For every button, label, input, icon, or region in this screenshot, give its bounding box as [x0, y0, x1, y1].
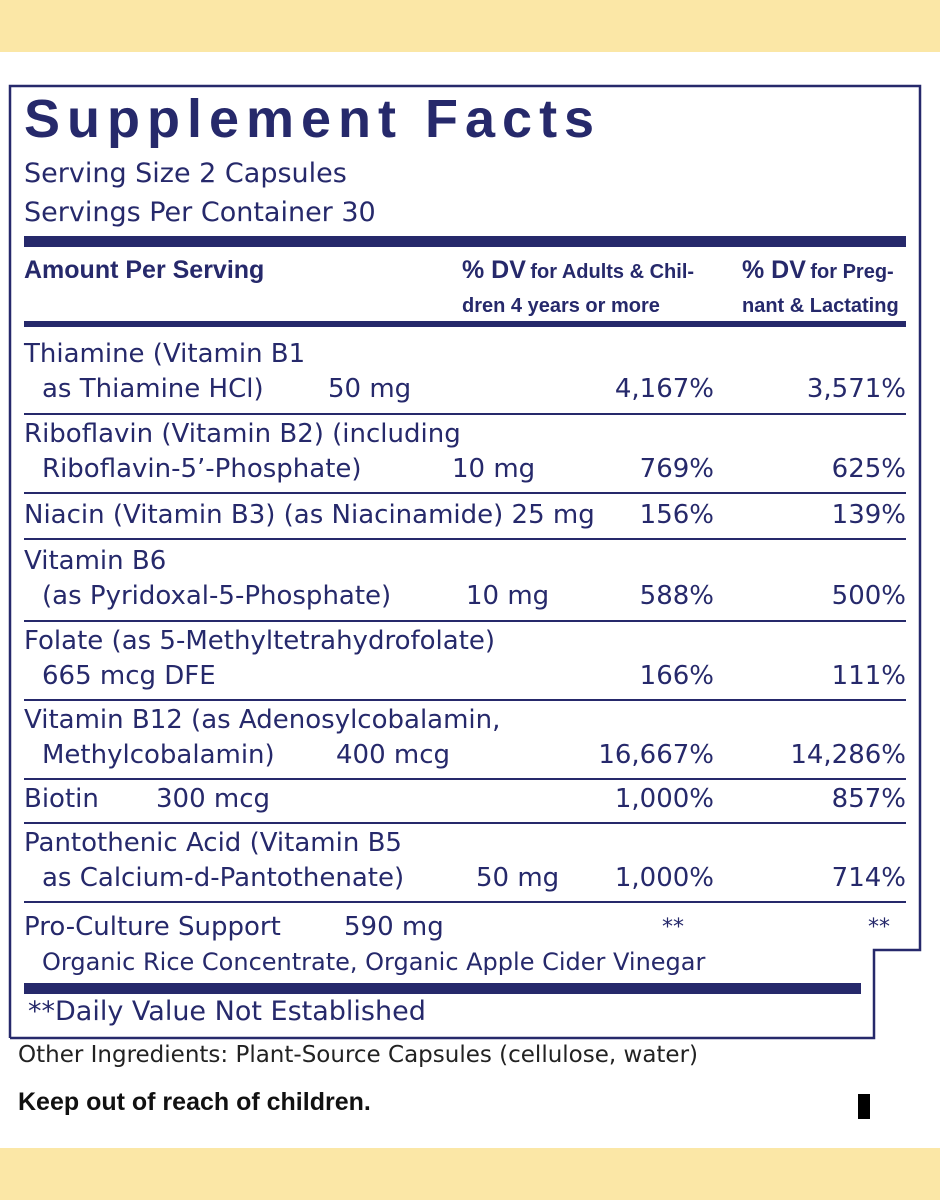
dv-adults-value: 16,667%	[598, 740, 714, 770]
row-divider	[24, 620, 906, 622]
dv-label: % DV	[742, 256, 806, 284]
row-divider	[24, 413, 906, 415]
nutrient-amount: 400 mcg	[336, 740, 451, 770]
amount-header-label: Amount Per Serving	[24, 256, 265, 284]
dv-pregnant-value: 14,286%	[790, 740, 906, 770]
nutrient-source: as Calcium-d-Pantothenate)	[42, 863, 405, 893]
row-divider	[24, 699, 906, 701]
dv-pregnant-header	[742, 254, 899, 322]
dv-adults-value: 588%	[639, 581, 714, 611]
nutrient-amount: 300 mcg	[156, 784, 271, 814]
dv-adults-value: 769%	[639, 454, 714, 484]
dv-pregnant-value: 500%	[831, 581, 906, 611]
row-divider	[24, 538, 906, 540]
dv-pregnant-value: 111%	[831, 661, 906, 691]
dv-adults-value: **	[662, 915, 684, 940]
bottom-color-band	[0, 1148, 940, 1200]
nutrient-name: Niacin (Vitamin B3) (as Niacinamide) 25 mg	[24, 500, 595, 530]
nutrient-row-riboflavin	[24, 417, 906, 487]
dv-pregnant-value: 857%	[831, 784, 906, 814]
row-divider	[24, 901, 906, 903]
thick-divider-bottom	[24, 983, 861, 994]
dv-pregnant-value: 139%	[831, 500, 906, 530]
nutrient-source: Riboflavin-5’-Phosphate)	[42, 454, 362, 484]
other-ingredients: Other Ingredients: Plant-Source Capsules (cellulose, water)	[18, 1042, 699, 1068]
dv-adults-line1: for Adults & Chil-	[530, 261, 695, 283]
ingredient-sources: Organic Rice Concentrate, Organic Apple Cider Vinegar	[42, 948, 706, 976]
serving-size: Serving Size 2 Capsules	[24, 158, 347, 189]
nutrient-amount: 50 mg	[328, 374, 412, 404]
row-divider	[24, 492, 906, 494]
nutrient-row-folate	[24, 624, 906, 694]
child-warning: Keep out of reach of children.	[18, 1088, 371, 1116]
dv-adults-header	[462, 254, 694, 322]
nutrient-amount: 10 mg	[452, 454, 536, 484]
nutrient-name: Biotin	[24, 784, 99, 814]
nutrient-amount: 10 mg	[466, 581, 550, 611]
nutrient-source: Methylcobalamin)	[42, 740, 275, 770]
dv-adults-value: 1,000%	[614, 863, 714, 893]
dv-adults-value: 1,000%	[614, 784, 714, 814]
nutrient-name: Riboflavin (Vitamin B2) (including	[24, 419, 461, 449]
dv-adults-line2: dren 4 years or more	[462, 295, 660, 317]
nutrient-row-vitamin-b12	[24, 703, 906, 773]
nutrient-name: Pantothenic Acid (Vitamin B5	[24, 828, 402, 858]
nutrient-name: Vitamin B6	[24, 546, 167, 576]
nutrient-name: Thiamine (Vitamin B1	[24, 339, 306, 369]
nutrient-source: (as Pyridoxal-5-Phosphate)	[42, 581, 392, 611]
nutrient-amount: 665 mcg DFE	[42, 661, 216, 691]
dv-adults-value: 156%	[639, 500, 714, 530]
dv-pregnant-value: 625%	[831, 454, 906, 484]
row-divider	[24, 778, 906, 780]
nutrient-row-pantothenic-acid	[24, 826, 906, 896]
nutrient-row-thiamine	[24, 337, 906, 407]
nutrient-name: Folate (as 5-Methyltetrahydrofolate)	[24, 626, 496, 656]
nutrient-row-biotin	[24, 782, 906, 817]
medium-divider	[24, 321, 906, 327]
servings-per-container: Servings Per Container 30	[24, 197, 376, 228]
amount-per-serving-header	[24, 254, 264, 290]
thick-divider-top	[24, 236, 906, 247]
ingredient-row-pro-culture	[24, 910, 906, 980]
dv-label: % DV	[462, 256, 526, 284]
panel-title: Supplement Facts	[24, 89, 602, 149]
nutrient-row-niacin	[24, 498, 906, 533]
dv-adults-value: 4,167%	[614, 374, 714, 404]
dv-pregnant-value: **	[868, 915, 890, 940]
nutrient-name: Vitamin B12 (as Adenosylcobalamin,	[24, 705, 501, 735]
dv-pregnant-line2: nant & Lactating	[742, 295, 899, 317]
ingredient-amount: 590 mg	[344, 912, 444, 942]
ingredient-name: Pro-Culture Support	[24, 912, 281, 942]
top-color-band	[0, 0, 940, 52]
nutrient-row-vitamin-b6	[24, 544, 906, 614]
row-divider	[24, 822, 906, 824]
dv-pregnant-value: 714%	[831, 863, 906, 893]
dv-pregnant-value: 3,571%	[806, 374, 906, 404]
nutrient-source: as Thiamine HCl)	[42, 374, 264, 404]
print-mark	[858, 1094, 870, 1119]
nutrient-amount: 50 mg	[476, 863, 560, 893]
daily-value-footnote: **Daily Value Not Established	[28, 996, 426, 1027]
dv-pregnant-line1: for Preg-	[810, 261, 894, 283]
dv-adults-value: 166%	[639, 661, 714, 691]
